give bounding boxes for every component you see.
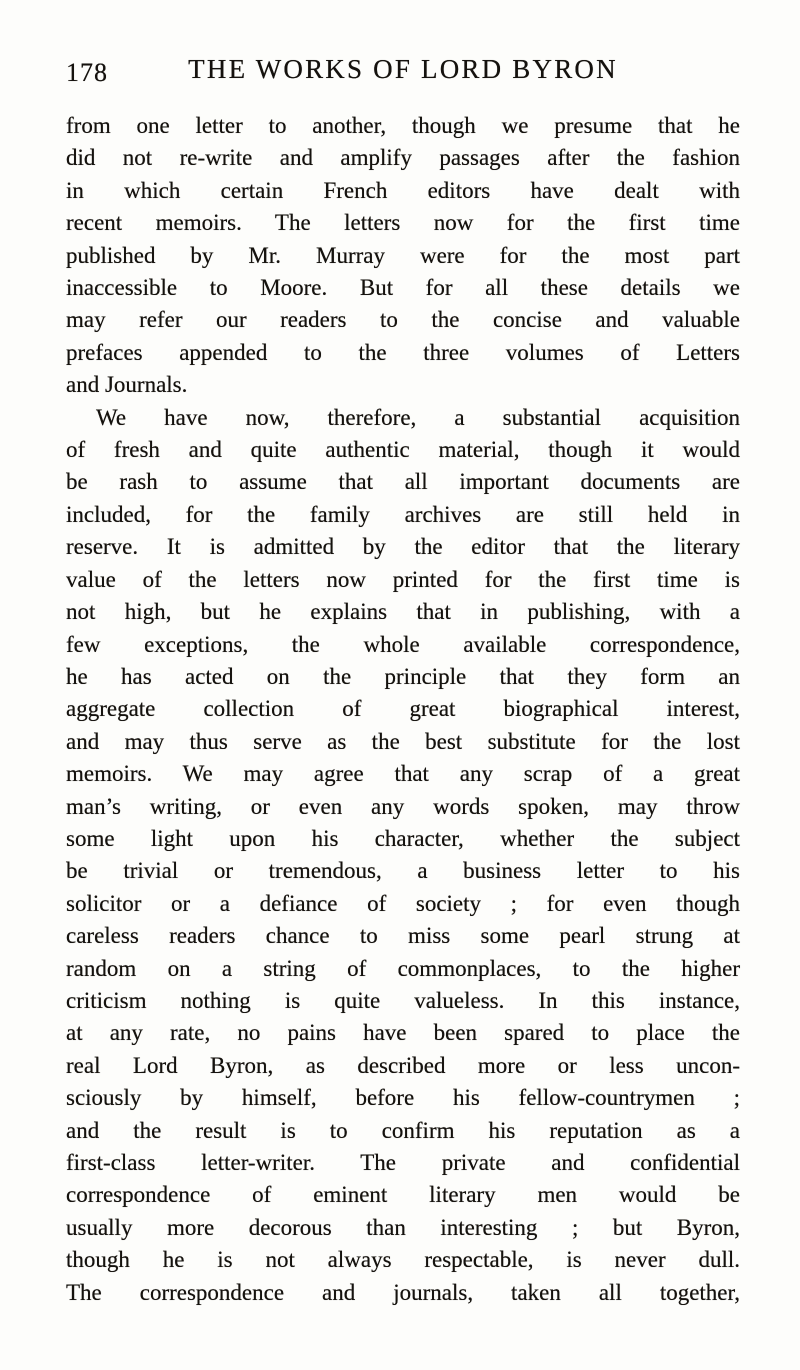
page-header (66, 54, 740, 92)
text-line: real Lord Byron, as described more or less uncon- (66, 1052, 740, 1078)
text-line: may refer our readers to the concise and valuable (66, 307, 740, 333)
text-line: criticism nothing is quite valueless. In this instance, (66, 987, 740, 1013)
text-line: included, for the family archives are still held in (66, 501, 740, 527)
text-line: correspondence of eminent literary men would be (66, 1182, 740, 1208)
text-line: usually more decorous than interesting ; but Byron, (66, 1214, 740, 1240)
text-line: be rash to assume that all important documents are (66, 469, 740, 495)
text-line: sciously by himself, before his fellow-countrymen ; (66, 1085, 740, 1111)
text-line: man’s writing, or even any words spoken, may throw (66, 793, 740, 819)
text-line: and may thus serve as the best substitute for the lost (66, 728, 740, 754)
text-line: memoirs. We may agree that any scrap of a great (66, 761, 740, 787)
text-line: solicitor or a defiance of society ; for even though (66, 890, 740, 916)
text-line: though he is not always respectable, is never dull. (66, 1247, 740, 1273)
text-line: few exceptions, the whole available correspondence, (66, 631, 740, 657)
page-body (66, 110, 740, 1309)
text-line: careless readers chance to miss some pearl strung at (66, 923, 740, 949)
running-title: THE WORKS OF LORD BYRON (188, 54, 618, 84)
text-line: of fresh and quite authentic material, though it would (66, 437, 740, 463)
text-line: prefaces appended to the three volumes of Letters (66, 339, 740, 365)
text-line: not high, but he explains that in publishing, with a (66, 599, 740, 625)
text-line: value of the letters now printed for the first time is (66, 566, 740, 592)
text-line: at any rate, no pains have been spared to place the (66, 1020, 740, 1046)
text-line: some light upon his character, whether the subject (66, 825, 740, 851)
text-line: published by Mr. Murray were for the most part (66, 242, 740, 268)
text-line: We have now, therefore, a substantial acquisition (96, 404, 740, 430)
text-line: inaccessible to Moore. But for all these details we (66, 275, 740, 301)
text-line: aggregate collection of great biographical interest, (66, 696, 740, 722)
text-line: in which certain French editors have dealt with (66, 177, 740, 203)
text-line: did not re-write and amplify passages after the fashion (66, 145, 740, 171)
page-number: 178 (66, 58, 108, 87)
text-line: from one letter to another, though we presume that he (66, 113, 740, 138)
text-line: reserve. It is admitted by the editor that the literary (66, 534, 740, 560)
text-line: recent memoirs. The letters now for the first time (66, 210, 740, 236)
text-line: first-class letter-writer. The private and confidential (66, 1150, 740, 1175)
text-line: The correspondence and journals, taken all together, (66, 1279, 740, 1305)
text-line: and Journals. (66, 372, 188, 398)
text-line: and the result is to confirm his reputation as a (66, 1117, 740, 1143)
text-line: he has acted on the principle that they form an (66, 663, 740, 689)
text-line: random on a string of commonplaces, to the higher (66, 955, 740, 981)
text-line: be trivial or tremendous, a business letter to his (66, 858, 740, 884)
